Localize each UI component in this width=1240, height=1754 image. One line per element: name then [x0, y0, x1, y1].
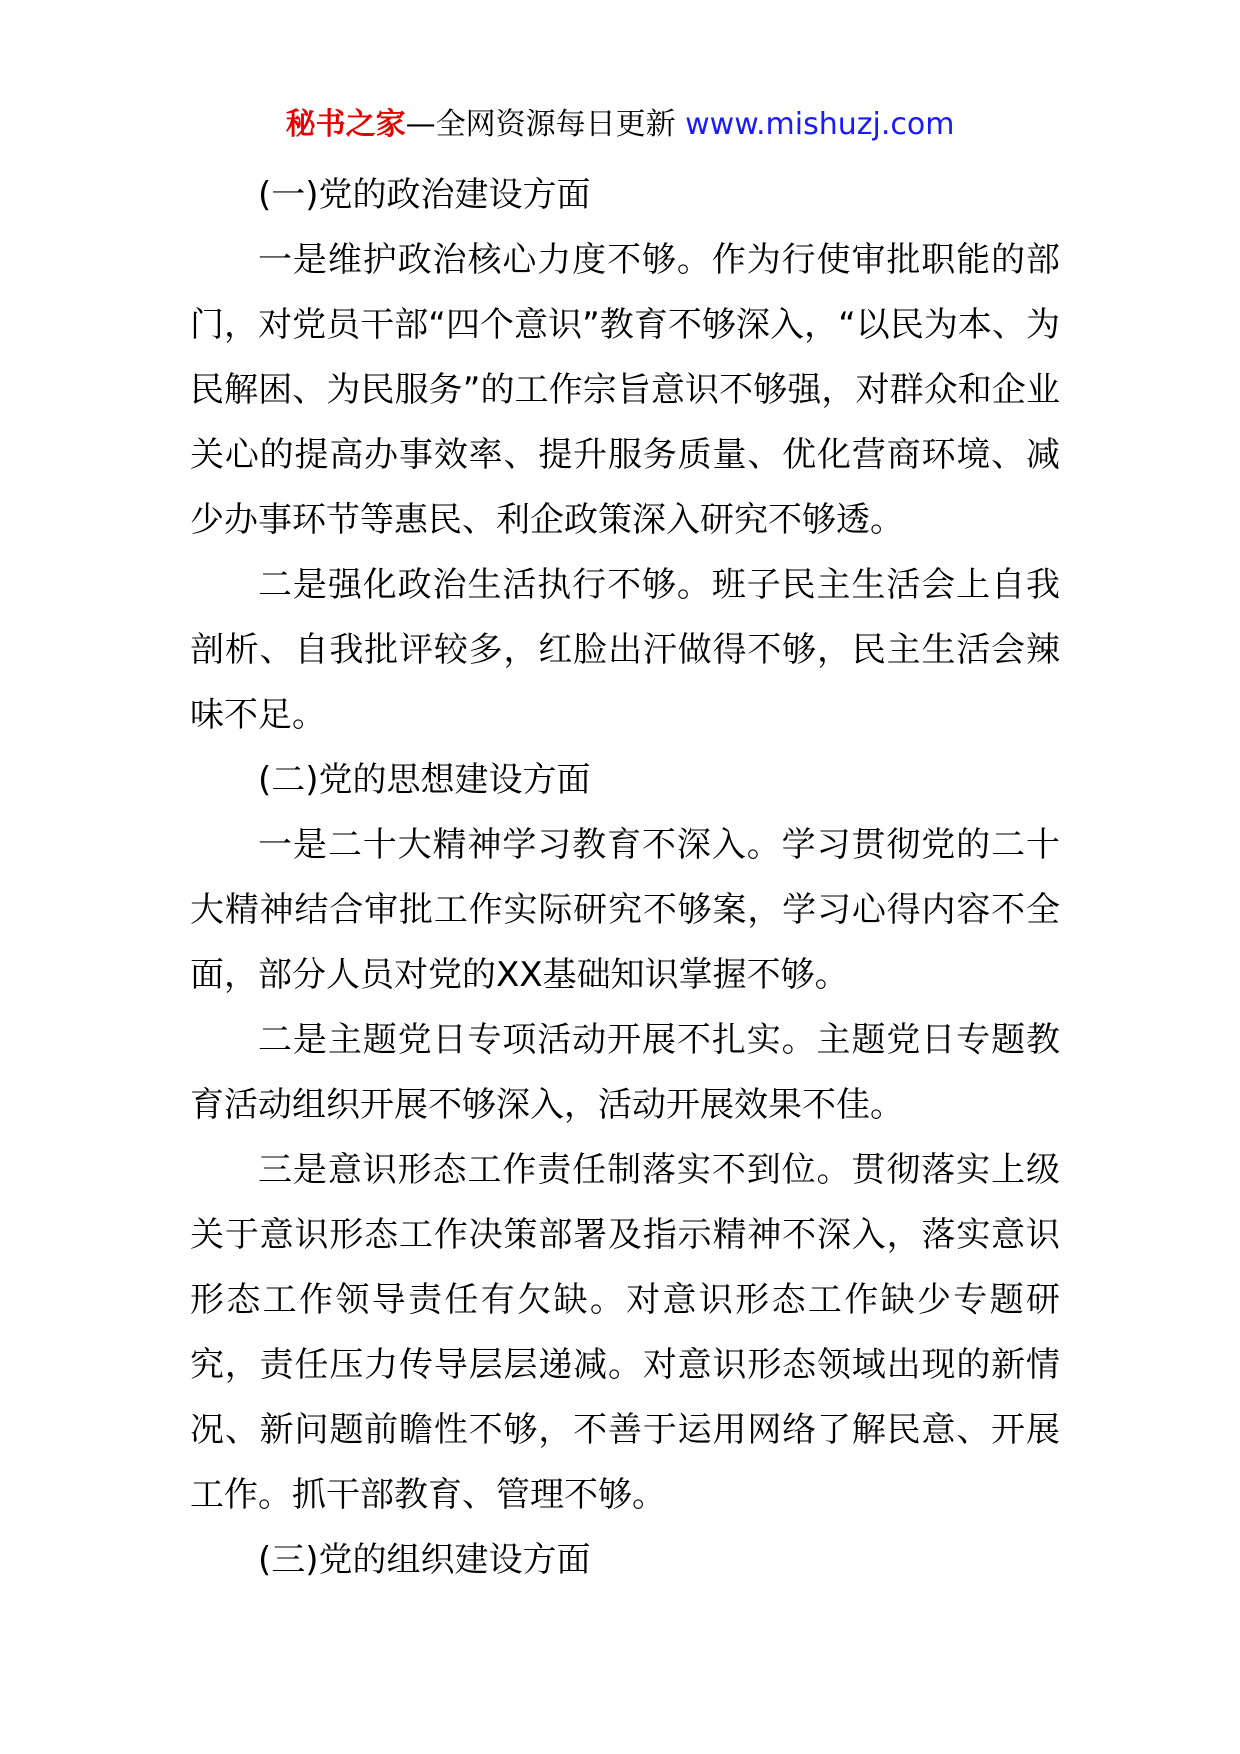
document-body — [190, 163, 1060, 1593]
brand-name: 秘书之家 — [285, 107, 406, 142]
paragraph-ideological-study: 一是二十大精神学习教育不深入。学习贯彻党的二十大精神结合审批工作实际研究不够案，学习心得内容不全面，部分人员对党的XX基础知识掌握不够。 — [190, 825, 1060, 995]
section-heading-organizational: (三)党的组织建设方面 — [258, 1540, 591, 1580]
section-heading-ideological: (二)党的思想建设方面 — [258, 760, 591, 800]
paragraph-political-core: 一是维护政治核心力度不够。作为行使审批职能的部门，对党员干部“四个意识”教育不够深入，“以民为本、为民解困、为民服务”的工作宗旨意识不够强，对群众和企业关心的提高办事效率、提升服务质量、优化营商环境、减少办事环节等惠民、利企政策深入研究不够透。 — [190, 240, 1060, 540]
site-url-link[interactable]: www.mishuzj.com — [685, 107, 955, 142]
site-header — [0, 100, 1240, 150]
paragraph-ideology-responsibility: 三是意识形态工作责任制落实不到位。贯彻落实上级关于意识形态工作决策部署及指示精神不深入，落实意识形态工作领导责任有欠缺。对意识形态工作缺少专题研究，责任压力传导层层递减。对意识形态领域出现的新情况、新问题前瞻性不够，不善于运用网络了解民意、开展工作。抓干部教育、管理不够。 — [190, 1150, 1060, 1515]
paragraph-theme-party-day: 二是主题党日专项活动开展不扎实。主题党日专题教育活动组织开展不够深入，活动开展效果不佳。 — [190, 1020, 1060, 1125]
header-slogan: —全网资源每日更新 — [405, 107, 686, 142]
section-heading-political: (一)党的政治建设方面 — [258, 175, 591, 215]
paragraph-political-life: 二是强化政治生活执行不够。班子民主生活会上自我剖析、自我批评较多，红脸出汗做得不够，民主生活会辣味不足。 — [190, 565, 1060, 735]
